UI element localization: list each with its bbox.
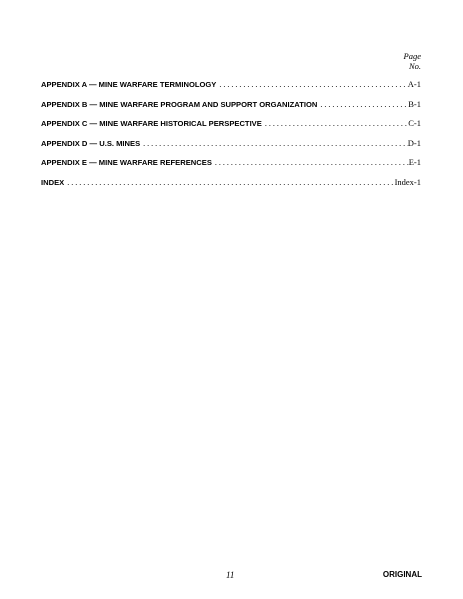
toc-entry-title: APPENDIX B — MINE WARFARE PROGRAM AND SUPPORT ORGANIZATION (41, 99, 318, 109)
toc-entry-title: APPENDIX E — MINE WARFARE REFERENCES (41, 158, 212, 167)
toc-entry-appendix-c[interactable] (41, 118, 421, 138)
toc-leader-dots (64, 178, 394, 187)
toc-entry-title: APPENDIX A — MINE WARFARE TERMINOLOGY (41, 80, 217, 89)
toc-entry-appendix-d[interactable] (41, 138, 421, 158)
toc-entry-title: APPENDIX C — MINE WARFARE HISTORICAL PERSPECTIVE (41, 119, 262, 128)
page-column-header (404, 51, 421, 71)
page-number-label: No. (408, 61, 421, 71)
toc-entry-page: Index-1 (394, 176, 421, 187)
footer-status-label: ORIGINAL (382, 570, 422, 579)
toc-entry-page: C-1 (408, 118, 421, 128)
toc-entry-page: E-1 (408, 157, 421, 167)
footer-page-number: 11 (226, 570, 235, 580)
toc-entry-page: B-1 (408, 98, 421, 109)
toc-leader-dots (262, 119, 408, 128)
toc-leader-dots (216, 80, 407, 89)
toc-entry-title: APPENDIX D — U.S. MINES (41, 138, 141, 148)
page-label: Page (403, 51, 421, 61)
toc-entry-appendix-b[interactable] (41, 99, 421, 119)
toc-entry-title: INDEX (41, 177, 65, 187)
table-of-contents (41, 79, 421, 196)
toc-leader-dots (212, 158, 409, 167)
toc-entry-appendix-a[interactable] (41, 79, 421, 99)
toc-leader-dots (317, 100, 408, 109)
toc-entry-index[interactable] (41, 177, 421, 197)
toc-entry-page: D-1 (407, 137, 421, 148)
toc-leader-dots (140, 139, 408, 148)
toc-entry-page: A-1 (407, 79, 421, 89)
toc-entry-appendix-e[interactable] (41, 157, 421, 177)
